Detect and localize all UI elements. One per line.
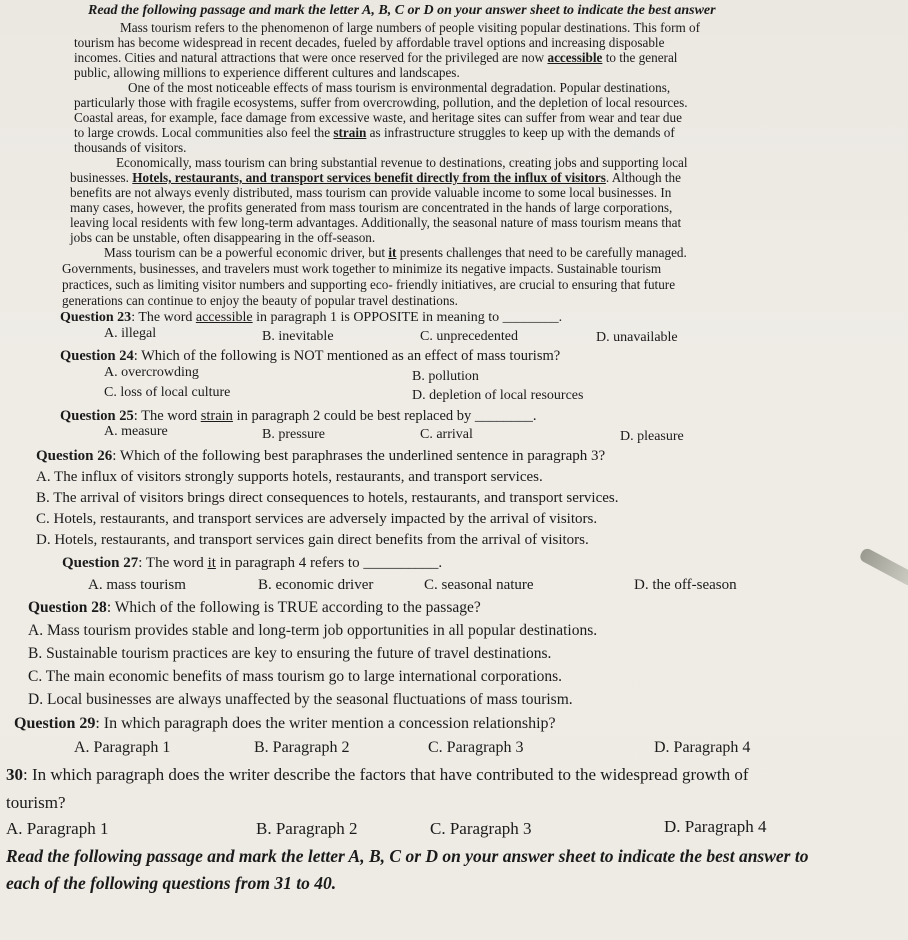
p1-line4: public, allowing millions to experience different cultures and landscapes.	[74, 65, 460, 80]
p1-line1: Mass tourism refers to the phenomenon of large numbers of people visiting popular destinations. This form of	[120, 20, 701, 35]
p2-line3: Coastal areas, for example, face damage from excessive waste, and heritage sites can suffer from wear and tear due	[74, 110, 682, 125]
q24-option-c[interactable]: C. loss of local culture	[104, 385, 231, 400]
q27-stem-b: in paragraph 4 refers to __________.	[215, 555, 443, 571]
p2-text-b: as infrastructure struggles to keep up with the demands of	[366, 125, 675, 140]
q30-option-c[interactable]: C. Paragraph 3	[430, 819, 532, 838]
q26-option-a[interactable]: A. The influx of visitors strongly supports hotels, restaurants, and transport services.	[36, 469, 543, 485]
q26-label: Question 26	[36, 448, 113, 464]
p3-line4: many cases, however, the profits generated from mass tourism are concentrated in the hands of large corporations,	[70, 200, 673, 215]
p4-line1	[104, 246, 687, 259]
q25-stem	[60, 409, 537, 424]
q26-stem-text: : Which of the following best paraphrases the underlined sentence in paragraph 3?	[112, 448, 606, 464]
p1-line3	[74, 51, 677, 64]
q23-option-d[interactable]: D. unavailable	[596, 330, 678, 345]
q27-label: Question 27	[62, 555, 139, 571]
q30-option-d[interactable]: D. Paragraph 4	[664, 817, 767, 836]
q27-option-d[interactable]: D. the off-season	[634, 577, 737, 593]
q25-label: Question 25	[60, 408, 134, 424]
q25-stem-a: : The word	[133, 408, 201, 424]
q25-option-c[interactable]: C. arrival	[420, 427, 473, 442]
q24-option-b[interactable]: B. pollution	[412, 369, 479, 384]
p1-line2: tourism has become widespread in recent decades, fueled by affordable travel options and increasing disposable	[74, 35, 665, 50]
q24-stem	[60, 349, 560, 364]
p2-line2: particularly those with fragile ecosystems, suffer from overcrowding, pollution, and the depletion of local resources.	[74, 95, 688, 110]
q30-label: 30	[6, 765, 23, 784]
p2-line1: One of the most noticeable effects of mass tourism is environmental degradation. Popular destinations,	[128, 80, 671, 95]
q27-stem	[62, 556, 442, 571]
footer-instruction-line2: each of the following questions from 31 to 40.	[6, 873, 337, 893]
p3-text-b: . Although the	[605, 170, 681, 185]
q29-stem	[14, 716, 556, 732]
q29-stem-text: : In which paragraph does the writer mention a concession relationship?	[95, 715, 556, 732]
p4-line3: practices, such as limiting visitor numbers and supporting eco- friendly initiatives, are crucial to ensuring that future	[62, 277, 676, 292]
q23-stem-a: : The word	[131, 310, 196, 325]
q23-option-b[interactable]: B. inevitable	[262, 329, 334, 344]
q25-option-b[interactable]: B. pressure	[262, 427, 325, 442]
p3-line3: benefits are not always evenly distributed, mass tourism can provide valuable income to some local businesses. In	[70, 185, 672, 200]
q28-option-d[interactable]: D. Local businesses are always unaffected by the seasonal fluctuations of mass tourism.	[28, 691, 573, 708]
p1-text-a: incomes. Cities and natural attractions that were once reserved for the privileged are now	[74, 50, 548, 65]
q26-option-c[interactable]: C. Hotels, restaurants, and transport services are adversely impacted by the arrival of visitors.	[36, 511, 598, 527]
p4-line4: generations can continue to enjoy the beauty of popular travel destinations.	[62, 293, 458, 308]
q30-option-a[interactable]: A. Paragraph 1	[6, 819, 109, 838]
p3-line6: jobs can be unstable, often disappearing in the off-season.	[70, 230, 376, 245]
q23-stem-word: accessible	[195, 310, 253, 325]
q30-stem-text: : In which paragraph does the writer describe the factors that have contributed to the widespread growth of	[23, 765, 749, 784]
q24-label: Question 24	[60, 348, 134, 364]
q29-label: Question 29	[14, 715, 96, 732]
q25-stem-word: strain	[200, 408, 233, 424]
p3-line5: leaving local residents with few long-term advantages. Additionally, the seasonal nature of mass tourism means that	[70, 215, 682, 230]
q30-stem-line2: tourism?	[6, 793, 66, 812]
q29-option-c[interactable]: C. Paragraph 3	[428, 739, 524, 756]
q23-option-a[interactable]: A. illegal	[104, 326, 157, 341]
p1-underlined-accessible: accessible	[547, 50, 603, 65]
q27-option-a[interactable]: A. mass tourism	[88, 577, 186, 593]
p2-line5: thousands of visitors.	[74, 140, 187, 155]
q28-option-b[interactable]: B. Sustainable tourism practices are key to ensuring the future of travel destinations.	[28, 645, 552, 662]
p3-underlined-sentence: Hotels, restaurants, and transport services benefit directly from the influx of visitors	[132, 170, 606, 185]
p4-line2: Governments, businesses, and travelers must work together to minimize its negative impacts. Sustainable tourism	[62, 261, 662, 276]
p3-line1: Economically, mass tourism can bring substantial revenue to destinations, creating jobs and supporting local	[116, 155, 688, 170]
q28-stem	[28, 600, 481, 616]
p3-line2	[70, 171, 681, 184]
p4-underlined-it: it	[388, 245, 397, 260]
q28-label: Question 28	[28, 599, 107, 616]
q25-stem-b: in paragraph 2 could be best replaced by ________.	[232, 408, 537, 424]
q30-option-b[interactable]: B. Paragraph 2	[256, 819, 358, 838]
p2-text-a: to large crowds. Local communities also feel the	[74, 125, 334, 140]
q30-stem-line1	[6, 766, 749, 783]
q24-option-d[interactable]: D. depletion of local resources	[412, 388, 584, 403]
q23-stem	[60, 311, 562, 325]
q27-option-b[interactable]: B. economic driver	[258, 577, 374, 593]
q26-option-d[interactable]: D. Hotels, restaurants, and transport services gain direct benefits from the arrival of visitors.	[36, 532, 589, 548]
q29-option-b[interactable]: B. Paragraph 2	[254, 739, 350, 756]
q28-option-a[interactable]: A. Mass tourism provides stable and long-term job opportunities in all popular destinations.	[28, 622, 598, 639]
footer-instruction-line1: Read the following passage and mark the letter A, B, C or D on your answer sheet to indicate the best answer to	[6, 846, 809, 866]
q28-stem-text: : Which of the following is TRUE according to the passage?	[106, 599, 481, 616]
q25-option-d[interactable]: D. pleasure	[620, 429, 684, 444]
q24-stem-text: : Which of the following is NOT mentioned as an effect of mass tourism?	[133, 348, 561, 364]
p2-underlined-strain: strain	[333, 125, 367, 140]
q23-stem-b: in paragraph 1 is OPPOSITE in meaning to ________.	[252, 310, 563, 325]
p1-text-b: to the general	[602, 50, 678, 65]
q28-option-c[interactable]: C. The main economic benefits of mass tourism go to large international corporations.	[28, 668, 563, 685]
q29-option-d[interactable]: D. Paragraph 4	[654, 739, 751, 756]
p3-text-a: businesses.	[70, 170, 133, 185]
q29-option-a[interactable]: A. Paragraph 1	[74, 739, 171, 756]
q24-option-a[interactable]: A. overcrowding	[104, 365, 199, 380]
q23-option-c[interactable]: C. unprecedented	[420, 329, 518, 344]
q23-label: Question 23	[60, 310, 132, 325]
q26-option-b[interactable]: B. The arrival of visitors brings direct consequences to hotels, restaurants, and transport services.	[36, 490, 619, 506]
q25-option-a[interactable]: A. measure	[104, 424, 168, 439]
q27-stem-word: it	[207, 555, 216, 571]
p4-text-b: presents challenges that need to be carefully managed.	[396, 245, 687, 260]
p2-line4	[74, 126, 675, 139]
pen-tip-decoration	[858, 547, 908, 588]
q26-stem	[36, 449, 605, 464]
p4-text-a: Mass tourism can be a powerful economic driver, but	[104, 245, 389, 260]
header-instruction: Read the following passage and mark the letter A, B, C or D on your answer sheet to indicate the best answer	[88, 3, 716, 18]
q27-stem-a: : The word	[138, 555, 208, 571]
q27-option-c[interactable]: C. seasonal nature	[424, 577, 534, 593]
